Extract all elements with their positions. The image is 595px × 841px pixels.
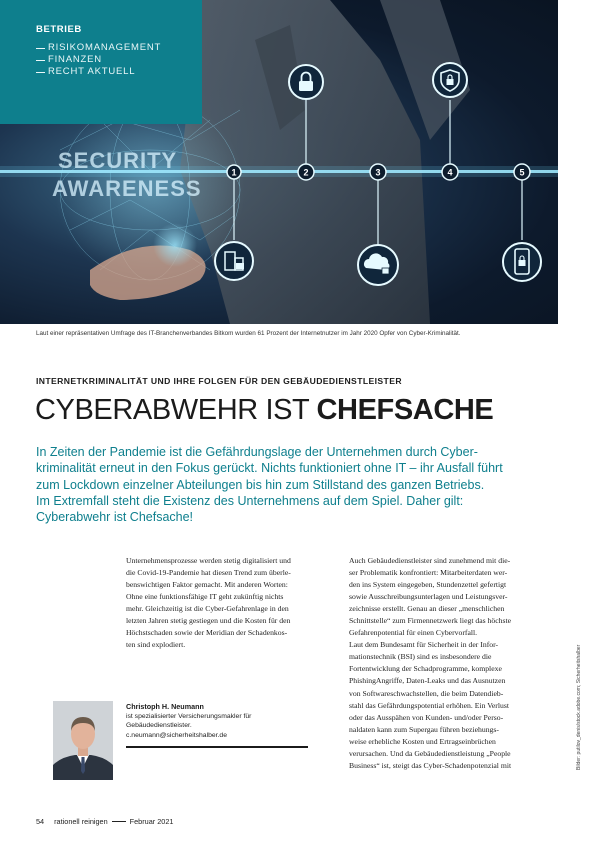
- category-item-risikomanagement[interactable]: RISIKOMANAGEMENT: [36, 42, 202, 54]
- author-email-link[interactable]: c.neumann@sicherheitshalber.de: [126, 732, 227, 739]
- image-credit: Bilder: putilov_denis/stock.adobe.com; Sicherheitshalber: [576, 644, 582, 770]
- body-line: stahl das Gefährdungspotential erhöhen. Ein Verlust: [349, 700, 509, 710]
- cloud-lock-icon: [358, 245, 398, 285]
- timeline-node-3: [370, 164, 386, 180]
- body-line: den ins System eingegeben, Stundenzettel gefertigt: [349, 580, 507, 590]
- body-line: sowie Ausschreibungsunterlagen und Leistungsver-: [349, 592, 508, 602]
- timeline-node-4: [442, 164, 458, 180]
- lead-line: In Zeiten der Pandemie ist die Gefährdungslage der Unternehmen durch Cyber-: [36, 445, 478, 459]
- body-line: mationstechnik (BSI) sind es insbesondere die: [349, 652, 492, 662]
- lead-line: zum Lockdown einzelner Abteilungen bis hin zum Stillstand des ganzen Betriebs.: [36, 477, 485, 492]
- lead-line: kriminalität erneut in den Fokus gerückt. Nichts funktioniert ohne IT – ihr Ausfall führt: [36, 461, 503, 476]
- body-line: ten sind explodiert.: [126, 640, 186, 650]
- awareness-text: AWARENESS: [52, 176, 202, 201]
- lead-line: Cyberabwehr ist Chefsache!: [36, 510, 194, 525]
- body-column-2: [349, 555, 530, 772]
- body-column-1: [126, 555, 308, 651]
- headline-light: CYBERABWEHR IST: [35, 394, 317, 426]
- timeline-node-5: [514, 164, 530, 180]
- body-line: zeichnisse erstellt. Genau an dieser „menschlichen: [349, 604, 505, 614]
- security-text: SECURITY: [58, 148, 178, 173]
- body-line: mehr. Gleichzeitig ist die Cyber-Gefahrenlage in den: [126, 604, 289, 614]
- body-line: naldaten kann zum Supergau führen beziehungs-: [349, 724, 499, 734]
- lead-line: Im Extremfall steht die Existenz des Unternehmens auf dem Spiel. Daher gilt:: [36, 493, 464, 508]
- page-footer: [36, 817, 173, 826]
- body-line: oder das Ausspähen von Kunden- und/oder Perso-: [349, 712, 504, 722]
- article-lead: [36, 444, 506, 525]
- author-divider: [126, 746, 308, 748]
- article-headline: [35, 393, 493, 427]
- body-line: Business“ ist, steigt das Cyber-Schadenpotenzial mit: [349, 760, 512, 770]
- page-number: 54: [36, 817, 45, 826]
- author-role: ist spezialisierter Versicherungsmakler für Gebäudedienstleister.: [126, 713, 252, 729]
- body-line: Auch Gebäudedienstleister sind zunehmend mit die-: [349, 556, 511, 565]
- timeline-node-2: [298, 164, 314, 180]
- category-item-finanzen[interactable]: FINANZEN: [36, 54, 202, 66]
- image-caption: Laut einer repräsentativen Umfrage des IT-Branchenverbandes Bitkom wurden 61 Prozent der Internetnutzer im Jahr 2020 Opfer von Cyber-Kriminalität.: [36, 330, 461, 337]
- building-lock-icon: [215, 242, 253, 280]
- padlock-icon: [289, 65, 323, 99]
- author-photo: [53, 701, 113, 780]
- body-line: benswichtigen Faktor gemacht. Mit anderen Worten:: [126, 580, 288, 590]
- body-line: letzten Jahren stetig gestiegen und die Kosten für den: [126, 616, 291, 626]
- body-line: Höchstschaden sowie der Meridian der Schadenkos-: [126, 628, 288, 638]
- headline-bold: CHEFSACHE: [316, 394, 494, 426]
- shield-lock-icon: [433, 63, 467, 97]
- body-line: Schnittstelle“ zum Firmennetzwerk liegt das höchste: [349, 616, 512, 626]
- author-name: Christoph H. Neumann: [126, 702, 204, 711]
- svg-text:1: 1: [231, 167, 237, 178]
- body-line: Unternehmensprozesse werden stetig digitalisiert und: [126, 556, 291, 565]
- svg-text:3: 3: [375, 167, 381, 178]
- body-line: die Covid-19-Pandemie hat diesen Trend zum überle-: [126, 568, 291, 578]
- body-line: Laut dem Bundesamt für Sicherheit in der Infor-: [349, 640, 499, 650]
- svg-text:4: 4: [447, 167, 453, 178]
- body-line: PhishingAngriffe, Daten-Leaks und das Ausnutzen: [349, 676, 506, 686]
- category-box: [0, 0, 202, 124]
- body-line: Ohne eine funktionsfähige IT geht zukünftig nichts: [126, 592, 284, 602]
- body-line: verursachen. Und da Gebäudedienstleistung „People: [349, 748, 511, 758]
- svg-text:5: 5: [519, 167, 525, 178]
- phone-lock-icon: [503, 243, 541, 281]
- body-line: weise erhebliche Kosten und Ertragseinbrüchen: [349, 736, 496, 746]
- issue-date: Februar 2021: [129, 817, 174, 826]
- category-title: BETRIEB: [36, 24, 82, 35]
- category-item-recht-aktuell[interactable]: RECHT AKTUELL: [36, 66, 202, 78]
- magazine-name: rationell reinigen: [54, 817, 108, 826]
- timeline-node-1: [227, 165, 241, 179]
- body-line: Fortentwicklung der Schadprogramme, komplexe: [349, 664, 502, 674]
- body-line: von Softwareschwachstellen, die beim Datendieb-: [349, 688, 504, 698]
- body-line: Gefahrenpotential für einen Cybervorfall.: [349, 628, 478, 638]
- body-line: ser Problematik konfrontiert: Mitarbeiterdaten wer-: [349, 568, 508, 578]
- footer-separator: [112, 821, 126, 822]
- svg-text:2: 2: [303, 167, 309, 178]
- article-kicker: INTERNETKRIMINALITÄT UND IHRE FOLGEN FÜR DEN GEBÄUDEDIENSTLEISTER: [36, 376, 402, 386]
